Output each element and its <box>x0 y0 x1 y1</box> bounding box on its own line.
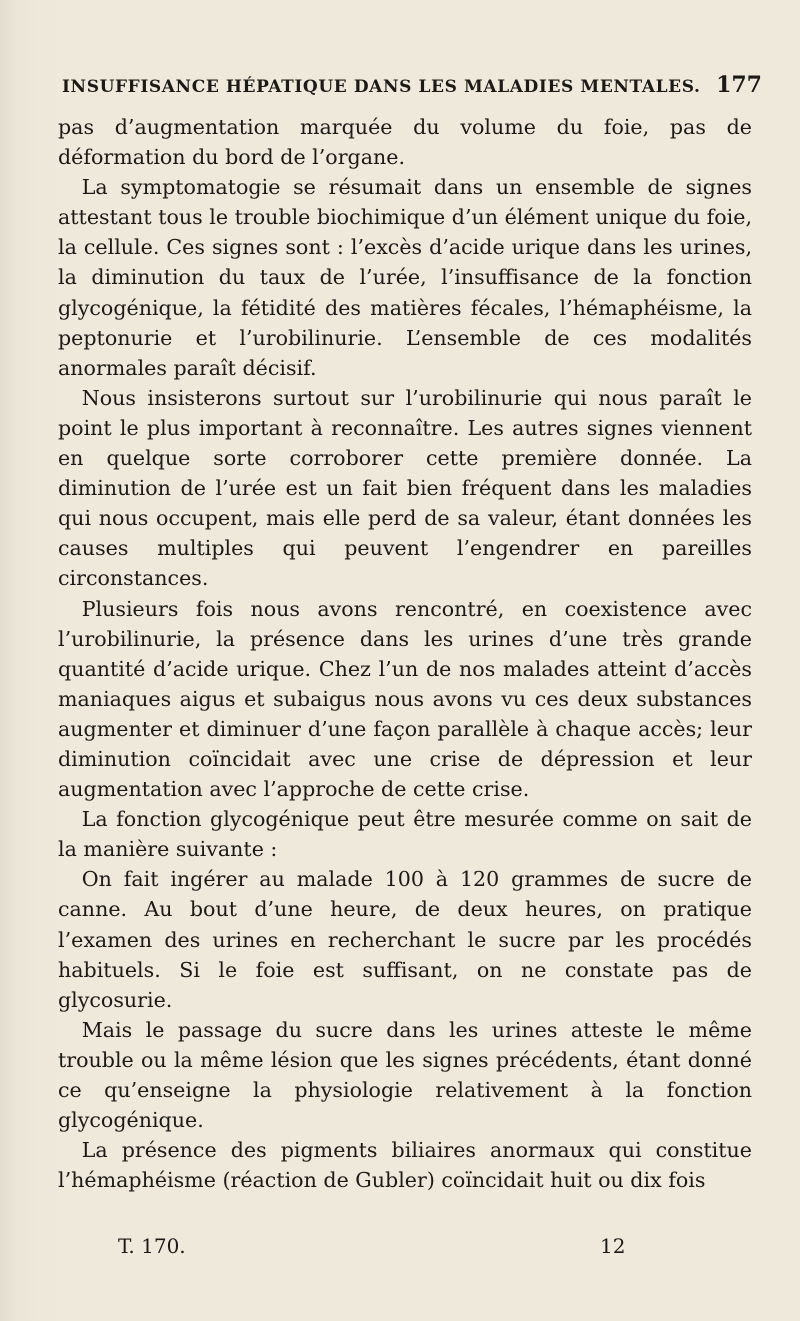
paragraph: pas d’augmentation marquée du volume du foie, pas de déformation du bord de l’organe. <box>58 115 752 170</box>
body-text <box>58 112 752 1195</box>
paragraph: La symptomatogie se résumait dans un ensemble de signes attestant tous le trouble biochimique d’un élément unique du foie, la cellule. Ces signes sont : l’excès d’acide urique dans les urines, la diminution du taux de l’urée, l’insuffisance de la fonction glycogénique, la fétidité des matières fécales, l’hémaphéisme, la peptonurie et l’urobilinurie. L’ensemble de ces modalités anormales paraît décisif. <box>58 175 752 380</box>
paragraph: Mais le passage du sucre dans les urines atteste le même trouble ou la même lésion que les signes précédents, étant donné ce qu’enseigne la physiologie relativement à la fonction glycogénique. <box>58 1017 752 1133</box>
signature-mark: 12 <box>600 1234 626 1258</box>
paragraph: Plusieurs fois nous avons rencontré, en coexistence avec l’urobilinurie, la présence dans les urines d’une très grande quantité d’acide urique. Chez l’un de nos malades atteint d’accès maniaques aigus et subaigus nous avons vu ces deux substances augmenter et diminuer d’une façon parallèle à chaque accès; leur diminution coïncidait avec une crise de dépression et leur augmentation avec l’approche de cette crise. <box>58 596 752 802</box>
page-footer <box>118 1234 718 1258</box>
page-number: 177 <box>716 72 762 98</box>
paragraph: On fait ingérer au malade 100 à 120 grammes de sucre de canne. Au bout d’une heure, de deux heures, on pratique l’examen des urines en recherchant le sucre par les procédés habituels. Si le foie est suffisant, on ne constate pas de glycosurie. <box>58 867 752 1012</box>
running-header <box>62 72 762 98</box>
paragraph: Nous insisterons surtout sur l’urobilinurie qui nous paraît le point le plus important à reconnaître. Les autres signes viennent en quelque sorte corroborer cette première donnée. La diminution de l’urée est un fait bien fréquent dans les maladies qui nous occupent, mais elle perd de sa valeur, étant données les causes multiples qui peuvent l’engendrer en pareilles circonstances. <box>58 385 752 591</box>
volume-mark: T. 170. <box>118 1234 186 1258</box>
running-title: INSUFFISANCE HÉPATIQUE DANS LES MALADIES MENTALES. <box>62 77 701 97</box>
paragraph: La présence des pigments biliaires anormaux qui constitue l’hémaphéisme (réaction de Gubler) coïncidait huit ou dix fois <box>58 1138 752 1193</box>
paragraph: La fonction glycogénique peut être mesurée comme on sait de la manière suivante : <box>58 807 752 862</box>
